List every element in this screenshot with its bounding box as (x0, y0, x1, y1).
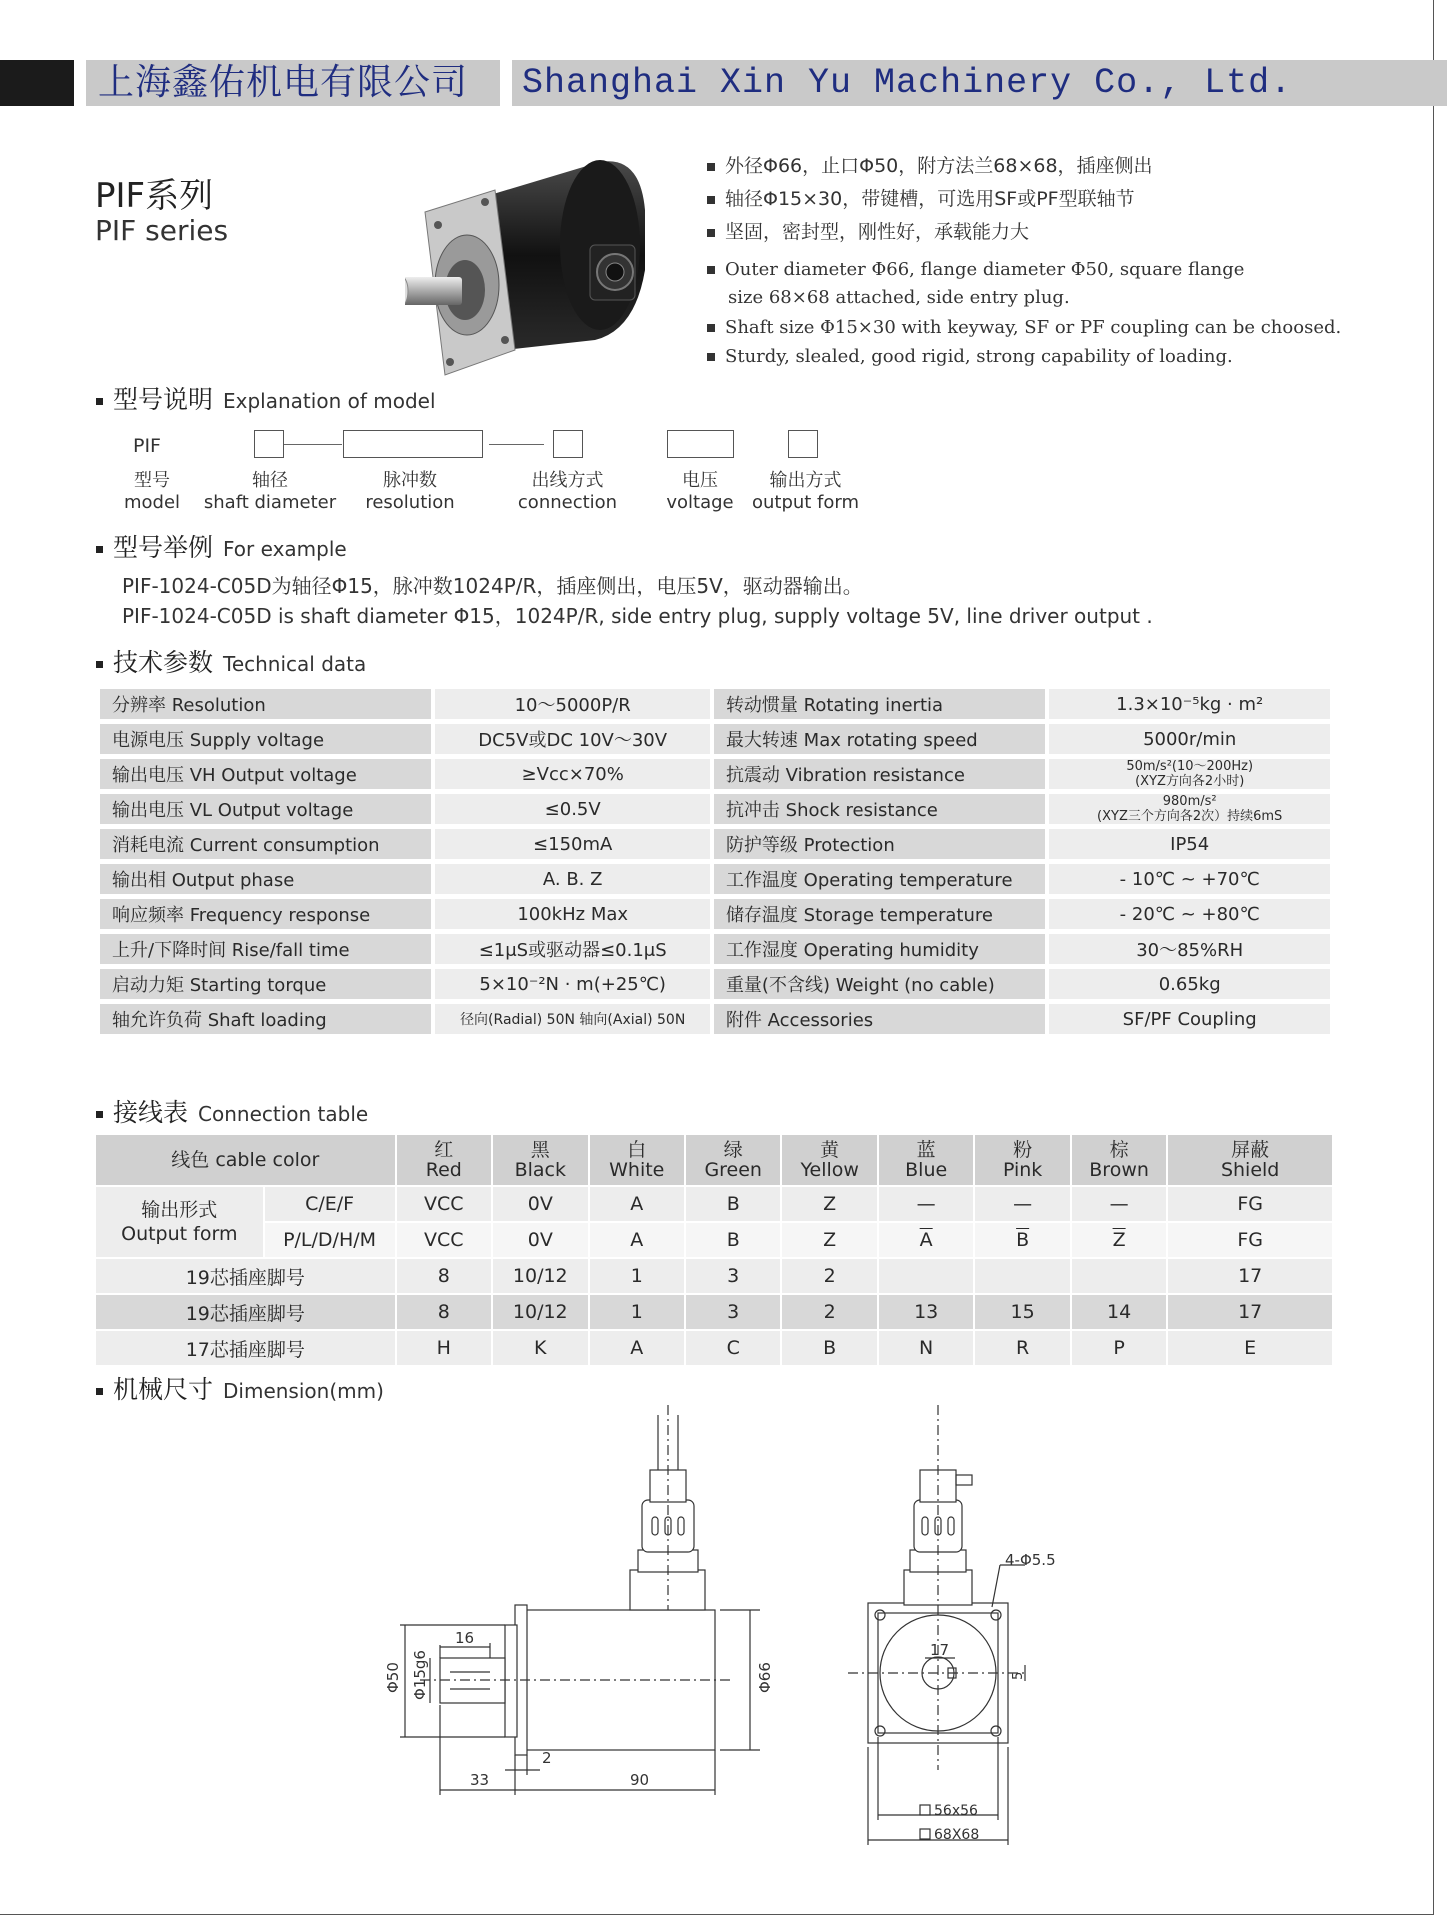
tech-table (96, 684, 1334, 1039)
table-cell: 14 (1071, 1294, 1167, 1330)
table-cell: 2 (781, 1294, 877, 1330)
model-label-resolution: 脉冲数 resolution (365, 470, 455, 513)
bullet-icon (707, 266, 715, 274)
series-title-cn: PIF系列 (95, 176, 214, 216)
tech-label: 储存温度 Storage temperature (714, 899, 1045, 929)
company-name-cn: 上海鑫佑机电有限公司 (86, 60, 500, 106)
feature-en-3: Sturdy, slealed, good rigid, strong capability of loading. (707, 343, 1233, 371)
color-brown: 棕 Brown (1071, 1135, 1167, 1186)
table-row (96, 1330, 1333, 1366)
example-line-en: PIF-1024-C05D is shaft diameter Φ15，1024P/R, side entry plug, supply voltage 5V, line driver output . (122, 604, 1153, 628)
tech-value: - 10℃ ~ +70℃ (1049, 864, 1330, 894)
dim-5: 5 (1011, 1671, 1026, 1680)
table-cell: P (1071, 1330, 1167, 1366)
example-line-cn: PIF-1024-C05D为轴径Φ15，脉冲数1024P/R，插座侧出，电压5V，驱动器输出。 (122, 574, 863, 598)
tech-label: 电源电压 Supply voltage (100, 724, 431, 754)
table-cell: — (1071, 1186, 1167, 1222)
table-cell: H (396, 1330, 492, 1366)
table-row (100, 689, 1330, 719)
table-cell: C (685, 1330, 781, 1366)
tech-label: 上升/下降时间 Rise/fall time (100, 934, 431, 964)
tech-value: ≥Vcc×70% (435, 759, 710, 789)
table-cell: VCC (396, 1222, 492, 1258)
table-cell: 3 (685, 1294, 781, 1330)
tech-value: 5000r/min (1049, 724, 1330, 754)
tech-label: 启动力矩 Starting torque (100, 969, 431, 999)
table-row (100, 759, 1330, 789)
tech-value: 径向(Radial) 50N 轴向(Axial) 50N (435, 1004, 710, 1034)
dim-17: 17 (930, 1641, 950, 1659)
table-row (100, 1004, 1330, 1034)
table-cell (1071, 1258, 1167, 1294)
tech-label: 输出相 Output phase (100, 864, 431, 894)
tech-value: 30～85%RH (1049, 934, 1330, 964)
model-label-connection: 出线方式 connection (517, 470, 618, 513)
color-red: 红 Red (396, 1135, 492, 1186)
row-label: 17芯插座脚号 (96, 1330, 396, 1366)
dim-holes: 4-Φ5.5 (1005, 1551, 1056, 1569)
tech-label: 消耗电流 Current consumption (100, 829, 431, 859)
side-view (400, 1405, 760, 1795)
model-label-output: 输出方式 output form (751, 470, 860, 513)
dim-16: 16 (455, 1629, 475, 1647)
table-cell: 10/12 (492, 1294, 588, 1330)
tech-value: ≤1μS或驱动器≤0.1μS (435, 934, 710, 964)
tech-label: 输出电压 VL Output voltage (100, 794, 431, 824)
table-cell: FG (1167, 1222, 1333, 1258)
table-cell: A (589, 1186, 685, 1222)
table-cell: 2 (781, 1258, 877, 1294)
model-box-shaft (254, 430, 284, 458)
table-cell: B (781, 1330, 877, 1366)
table-cell: $\overline{Z}$ (1071, 1222, 1167, 1258)
tech-label: 输出电压 VH Output voltage (100, 759, 431, 789)
tech-label: 抗震动 Vibration resistance (714, 759, 1045, 789)
table-header-row (96, 1135, 1333, 1186)
table-cell: Z (781, 1222, 877, 1258)
table-row (100, 829, 1330, 859)
tech-label: 工作温度 Operating temperature (714, 864, 1045, 894)
tech-value: ≤150mA (435, 829, 710, 859)
bullet-icon (707, 196, 715, 204)
table-cell: R (974, 1330, 1070, 1366)
dim-phi50: Φ50 (384, 1662, 402, 1693)
table-cell: E (1167, 1330, 1333, 1366)
tech-label: 轴允许负荷 Shaft loading (100, 1004, 431, 1034)
tech-value: IP54 (1049, 829, 1330, 859)
model-dash (489, 444, 544, 445)
table-row (96, 1258, 1333, 1294)
output-form-label: 输出形式 Output form (96, 1186, 264, 1258)
row-label: 19芯插座脚号 (96, 1294, 396, 1330)
feature-en-1: Outer diameter Φ66, flange diameter Φ50, square flange (707, 256, 1244, 284)
tech-label: 抗冲击 Shock resistance (714, 794, 1045, 824)
bullet-icon (96, 1111, 103, 1118)
table-cell: 17 (1167, 1258, 1333, 1294)
model-heading: 型号说明 Explanation of model (96, 380, 436, 416)
model-box-voltage (667, 430, 734, 458)
model-prefix: PIF (133, 435, 161, 457)
bullet-icon (96, 661, 103, 668)
table-cell (974, 1258, 1070, 1294)
bullet-icon (707, 229, 715, 237)
table-cell: VCC (396, 1186, 492, 1222)
bullet-icon (96, 546, 103, 553)
bullet-icon (96, 398, 103, 405)
table-cell: 10/12 (492, 1258, 588, 1294)
tech-value: A. B. Z (435, 864, 710, 894)
color-yellow: 黄 Yellow (781, 1135, 877, 1186)
tech-label: 附件 Accessories (714, 1004, 1045, 1034)
table-row (96, 1222, 1333, 1258)
table-cell: — (878, 1186, 974, 1222)
tech-label: 响应频率 Frequency response (100, 899, 431, 929)
tech-label: 最大转速 Max rotating speed (714, 724, 1045, 754)
tech-label: 转动惯量 Rotating inertia (714, 689, 1045, 719)
row-label: C/E/F (264, 1186, 396, 1222)
table-cell: — (974, 1186, 1070, 1222)
bullet-icon (707, 163, 715, 171)
color-blue: 蓝 Blue (878, 1135, 974, 1186)
table-cell: $\overline{A}$ (878, 1222, 974, 1258)
color-black: 黑 Black (492, 1135, 588, 1186)
color-green: 绿 Green (685, 1135, 781, 1186)
feature-en-2: Shaft size Φ15×30 with keyway, SF or PF coupling can be choosed. (707, 314, 1341, 342)
tech-label: 分辨率 Resolution (100, 689, 431, 719)
table-cell: 1 (589, 1258, 685, 1294)
table-cell: 17 (1167, 1294, 1333, 1330)
table-cell: A (589, 1222, 685, 1258)
dimension-drawing (300, 1375, 1200, 1855)
header-black-bar (0, 60, 74, 106)
table-cell: 15 (974, 1294, 1070, 1330)
table-cell: 13 (878, 1294, 974, 1330)
dim-68x68: 68X68 (934, 1827, 980, 1843)
tech-value: ≤0.5V (435, 794, 710, 824)
table-row (96, 1294, 1333, 1330)
bullet-icon (707, 353, 715, 361)
table-cell (878, 1258, 974, 1294)
table-cell: 0V (492, 1186, 588, 1222)
table-cell: 3 (685, 1258, 781, 1294)
model-box-connection (553, 430, 583, 458)
table-row (100, 794, 1330, 824)
table-cell: 1 (589, 1294, 685, 1330)
tech-heading: 技术参数 Technical data (96, 643, 366, 679)
row-label: P/L/D/H/M (264, 1222, 396, 1258)
color-shield: 屏蔽 Shield (1167, 1135, 1333, 1186)
bullet-icon (707, 324, 715, 332)
cable-color-header: 线色 cable color (96, 1135, 396, 1186)
model-box-output (788, 430, 818, 458)
company-name-en: Shanghai Xin Yu Machinery Co., Ltd. (512, 60, 1447, 106)
row-label: 19芯插座脚号 (96, 1258, 396, 1294)
table-cell: K (492, 1330, 588, 1366)
tech-value: 1.3×10⁻⁵kg · m² (1049, 689, 1330, 719)
table-cell: 0V (492, 1222, 588, 1258)
dimension-heading: 机械尺寸 Dimension(mm) (96, 1370, 384, 1406)
tech-value: 0.65kg (1049, 969, 1330, 999)
color-pink: 粉 Pink (974, 1135, 1070, 1186)
model-dash (284, 444, 342, 445)
feature-en-1b: size 68×68 attached, side entry plug. (728, 287, 1070, 308)
table-cell: $\overline{B}$ (974, 1222, 1070, 1258)
front-view (848, 1405, 1028, 1845)
model-label-voltage: 电压 voltage (666, 470, 734, 513)
table-row (100, 934, 1330, 964)
tech-value: 5×10⁻²N · m(+25℃) (435, 969, 710, 999)
feature-cn-2: 轴径Φ15×30，带键槽，可选用SF或PF型联轴节 (707, 185, 1135, 213)
model-box-resolution (343, 430, 483, 458)
table-cell: 8 (396, 1258, 492, 1294)
table-row (100, 969, 1330, 999)
color-white: 白 White (589, 1135, 685, 1186)
model-label-shaft: 轴径 shaft diameter (203, 470, 337, 513)
example-heading: 型号举例 For example (96, 528, 347, 564)
bullet-icon (96, 1388, 103, 1395)
tech-label: 重量(不含线) Weight (no cable) (714, 969, 1045, 999)
series-title-en: PIF series (95, 214, 229, 247)
dim-33: 33 (470, 1771, 490, 1789)
dim-56x56: 56x56 (934, 1803, 978, 1819)
table-cell: B (685, 1186, 781, 1222)
dim-phi15: Φ15g6 (411, 1650, 429, 1700)
dim-90: 90 (630, 1771, 650, 1789)
dim-2: 2 (542, 1749, 552, 1767)
tech-label: 防护等级 Protection (714, 829, 1045, 859)
dim-phi66: Φ66 (756, 1662, 774, 1693)
table-cell: 8 (396, 1294, 492, 1330)
tech-value: 10～5000P/R (435, 689, 710, 719)
table-cell: N (878, 1330, 974, 1366)
tech-value: SF/PF Coupling (1049, 1004, 1330, 1034)
tech-value: - 20℃ ~ +80℃ (1049, 899, 1330, 929)
tech-value: DC5V或DC 10V～30V (435, 724, 710, 754)
table-row (100, 864, 1330, 894)
table-cell: B (685, 1222, 781, 1258)
connection-table (96, 1135, 1334, 1367)
conn-heading: 接线表 Connection table (96, 1093, 368, 1129)
table-cell: A (589, 1330, 685, 1366)
feature-cn-1: 外径Φ66，止口Φ50，附方法兰68×68，插座侧出 (707, 152, 1153, 180)
table-row (100, 899, 1330, 929)
feature-cn-3: 坚固，密封型，刚性好，承载能力大 (707, 218, 1029, 246)
tech-label: 工作湿度 Operating humidity (714, 934, 1045, 964)
table-row (100, 724, 1330, 754)
table-row (96, 1186, 1333, 1222)
tech-value: 50m/s²(10～200Hz) (XYZ方向各2小时) (1049, 759, 1330, 789)
tech-value: 980m/s² (XYZ三个方向各2次）持续6mS (1049, 794, 1330, 824)
table-cell: FG (1167, 1186, 1333, 1222)
model-label-model: 型号 model (123, 470, 181, 513)
encoder-product-image (405, 150, 675, 390)
tech-value: 100kHz Max (435, 899, 710, 929)
table-cell: Z (781, 1186, 877, 1222)
